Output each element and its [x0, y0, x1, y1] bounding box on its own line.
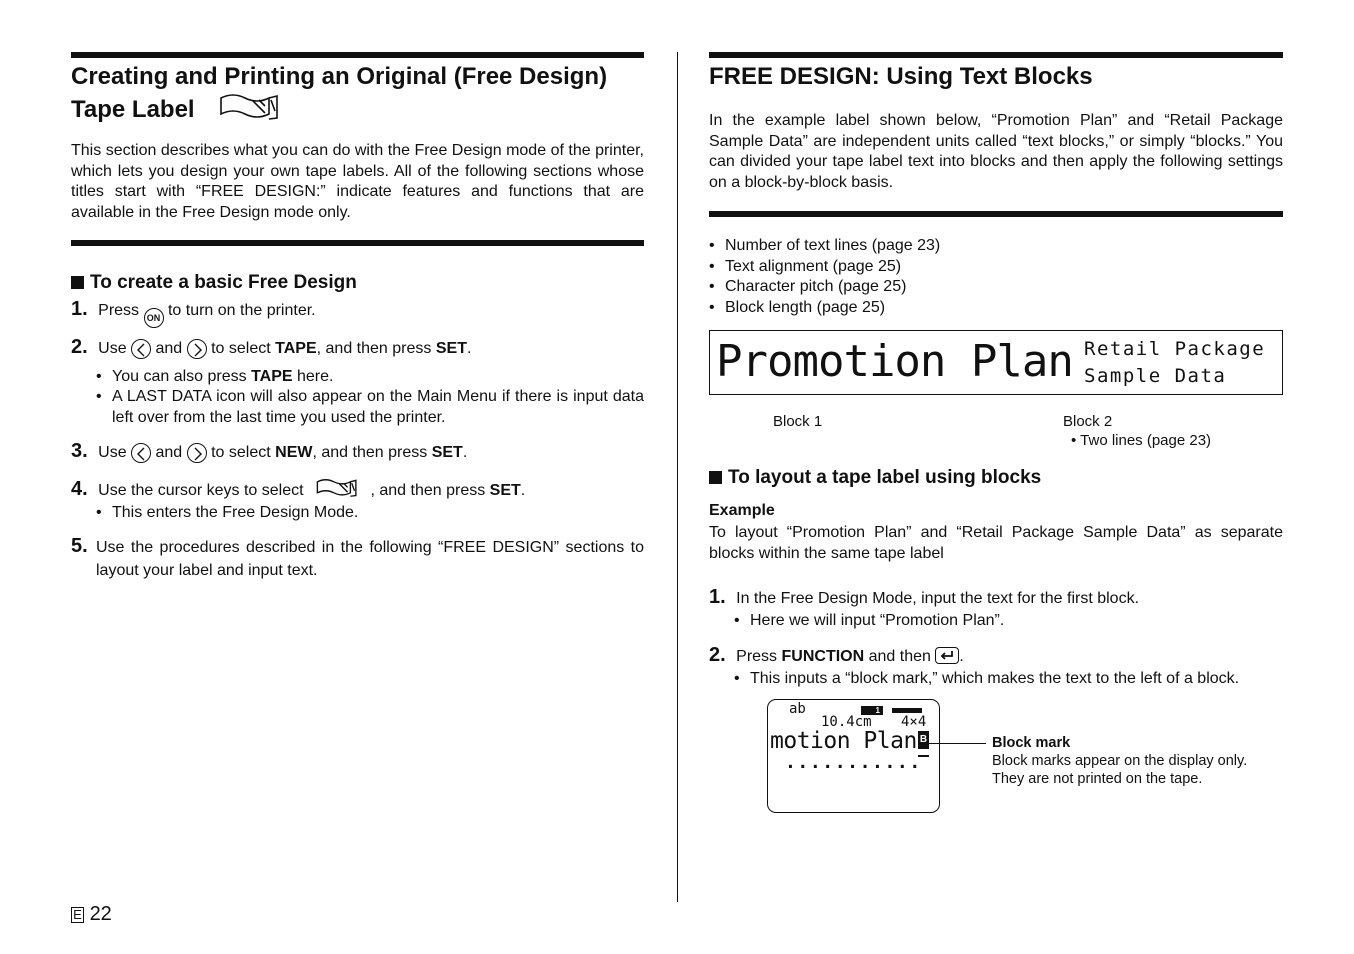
step-text: , and then press [370, 482, 486, 499]
bullet-text: This enters the Free Design Mode. [112, 504, 359, 521]
step-text: Press [736, 648, 778, 665]
bullet-dot: • [709, 257, 715, 275]
bullet-text: This inputs a “block mark,” which makes the text to the left of a block. [750, 670, 1240, 687]
bullet-dot: • [709, 298, 715, 316]
tape-label-example [709, 330, 1283, 395]
step-text: Press [98, 302, 140, 319]
page-number-text: 22 [89, 903, 112, 925]
right-step-1 [709, 586, 1139, 610]
left-step-4-bullet-1 [96, 503, 358, 524]
page-title-line2: Tape Label [71, 96, 195, 123]
left-step-4 [71, 477, 525, 506]
step-number: 2. [71, 336, 88, 358]
step-text: and [155, 340, 183, 357]
page-letter-box: E [71, 907, 84, 923]
function-key-label: FUNCTION [781, 648, 865, 665]
display-text: motion Plan [770, 728, 917, 754]
step-text: Use [98, 340, 127, 357]
left-subheading-text: To create a basic Free Design [90, 272, 357, 293]
page-number [71, 903, 112, 926]
left-arrow-key-icon [131, 443, 151, 463]
block-2-caption: Block 2 [1063, 413, 1113, 430]
list-item-text: Text alignment (page 25) [725, 257, 902, 275]
list-item [709, 236, 940, 257]
tape-key-label: TAPE [251, 368, 293, 385]
list-item [709, 277, 940, 298]
set-key-label: SET [431, 444, 463, 461]
column-divider [677, 52, 678, 902]
step-text: Use the procedures described in the following “FREE DESIGN” sections to layout your label and input text. [96, 539, 644, 579]
block-2-line-2: Sample Data [1084, 365, 1227, 387]
left-top-rule [71, 52, 644, 58]
display-size: 4×4 [901, 714, 927, 730]
step-text: , and then press [312, 444, 428, 461]
set-key-label: SET [435, 340, 467, 357]
step-text: . [959, 648, 964, 665]
step-text: . [462, 444, 468, 461]
step-number: 1. [709, 586, 726, 608]
right-step-1-bullet [734, 611, 1004, 632]
step-text: In the Free Design Mode, input the text for the first block. [736, 590, 1140, 607]
new-key-label: NEW [275, 444, 313, 461]
square-bullet-icon [709, 471, 722, 484]
page-title [71, 62, 651, 130]
left-subheading [71, 272, 357, 294]
lcd-display [767, 699, 940, 813]
enter-key-icon [935, 647, 959, 664]
list-item [709, 257, 940, 278]
example-text: To layout “Promotion Plan” and “Retail Package Sample Data” as separate blocks within the same tape label [709, 524, 1283, 562]
left-step-2 [71, 336, 471, 360]
bullet-text: A LAST DATA icon will also appear on the Main Menu if there is input data left over from the last time you used the printer. [112, 388, 644, 426]
bullet-dot: • [734, 670, 740, 687]
example-label: Example [709, 502, 775, 519]
display-bar [892, 708, 922, 713]
step-text: to turn on the printer. [167, 302, 316, 319]
step-text: to select [211, 444, 271, 461]
bullet-dot: • [96, 504, 102, 521]
step-number: 5. [71, 535, 88, 557]
step-text: . [520, 482, 526, 499]
set-key-label: SET [489, 482, 521, 499]
bullet-text: You can also press [112, 368, 247, 385]
right-step-2 [709, 644, 964, 668]
step-text: Use the cursor keys to select [98, 482, 304, 499]
free-design-icon [316, 477, 360, 506]
right-arrow-key-icon [187, 339, 207, 359]
block-1-text: Promotion Plan [716, 336, 1073, 387]
step-number: 1. [71, 298, 88, 320]
list-item-text: Block length (page 25) [725, 298, 886, 316]
display-length: 10.4cm [821, 714, 872, 730]
block-1-caption: Block 1 [773, 413, 823, 430]
step-text: . [466, 340, 472, 357]
bullet-dot: • [96, 368, 102, 385]
bullet-dot: • [709, 278, 715, 295]
bullet-dot: • [96, 388, 102, 405]
bullet-text: Here we will input “Promotion Plan”. [750, 612, 1005, 629]
step-text: and then [868, 648, 931, 665]
left-step-5 [71, 535, 644, 582]
list-item [709, 298, 940, 319]
square-bullet-icon [71, 276, 84, 289]
list-item-text: Number of text lines (page 23) [725, 237, 941, 254]
left-step-2-bullet-1 [96, 367, 333, 388]
display-dots: ........... [785, 752, 922, 773]
page-title-line1: Creating and Printing an Original (Free Design) [71, 63, 608, 90]
block-2-note: • Two lines (page 23) [1071, 432, 1212, 449]
step-text: Use [98, 444, 127, 461]
callout-line [929, 743, 986, 744]
step-text: to select [211, 340, 271, 357]
display-indicator-text: 1 [875, 706, 880, 715]
block-2-line-1: Retail Package [1084, 338, 1266, 360]
step-number: 3. [71, 440, 88, 462]
bullet-dot: • [709, 237, 715, 254]
right-mid-rule [709, 211, 1283, 217]
step-text: and [155, 444, 183, 461]
list-item-text: Character pitch (page 25) [725, 278, 907, 295]
block-mark-char: B [918, 731, 929, 749]
left-step-2-bullet-2 [96, 387, 644, 428]
right-step-2-bullet [734, 669, 1239, 690]
callout-title: Block mark [992, 735, 1071, 751]
bullet-dot: • [734, 612, 740, 629]
callout-line-2: They are not printed on the tape. [992, 771, 1203, 787]
right-subheading [709, 467, 1041, 489]
step-number: 4. [71, 478, 88, 500]
callout-line-1: Block marks appear on the display only. [992, 753, 1248, 769]
tape-key-label: TAPE [275, 340, 317, 357]
left-mid-rule [71, 240, 644, 246]
left-step-3 [71, 440, 467, 464]
right-title: FREE DESIGN: Using Text Blocks [709, 63, 1093, 90]
right-subheading-text: To layout a tape label using blocks [728, 467, 1042, 488]
step-text: , and then press [316, 340, 432, 357]
settings-list [709, 236, 940, 318]
left-intro: This section describes what you can do with the Free Design mode of the printer, which lets you design your own tape labels. All of the following sections whose titles start with “FREE DESIGN:” indicate features and functions that are available in the Free Design mode only. [71, 142, 644, 221]
on-key-icon [144, 308, 164, 328]
page-title-line2-row [71, 91, 651, 130]
block-mark-callout [992, 734, 1247, 788]
right-top-rule [709, 52, 1283, 58]
left-arrow-key-icon [131, 339, 151, 359]
free-design-icon [219, 91, 283, 130]
on-key-label: ON [146, 313, 161, 323]
bullet-text: here. [297, 368, 334, 385]
display-top-left: ab [789, 701, 806, 717]
right-intro: In the example label shown below, “Promotion Plan” and “Retail Package Sample Data” are independent units called “text blocks,” or simply “blocks.” You can divided your tape label text into blocks and then apply the following settings on a block-by-block basis. [709, 112, 1283, 191]
step-number: 2. [709, 644, 726, 666]
right-arrow-key-icon [187, 443, 207, 463]
left-step-1 [71, 298, 316, 328]
